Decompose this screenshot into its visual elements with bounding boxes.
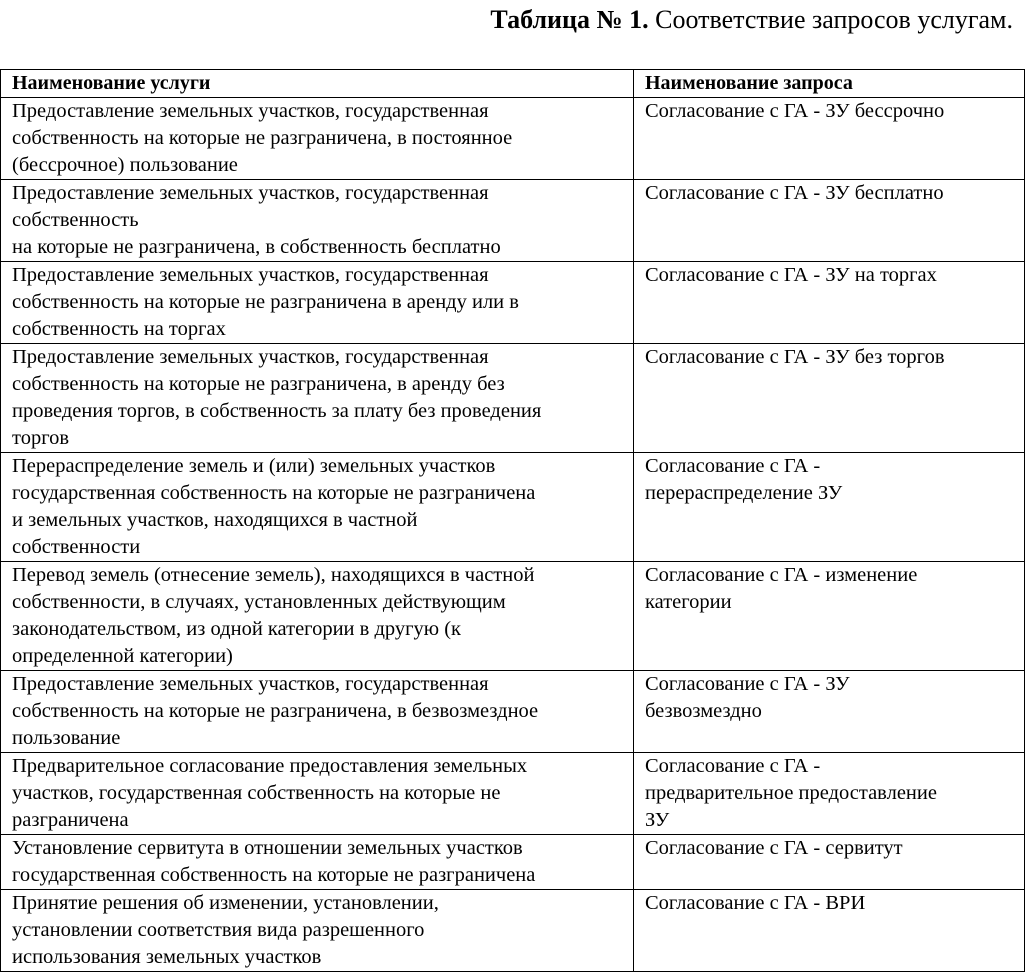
request-name-cell (634, 262, 1025, 344)
service-name-line: законодательством, из одной категории в другую (к (12, 618, 461, 640)
service-name-line: собственности, в случаях, установленных действующим (12, 591, 506, 613)
table-row (1, 262, 1025, 344)
service-name-cell (1, 753, 634, 835)
table-row (1, 671, 1025, 753)
service-name-line: на которые не разграничена, в собственность бесплатно (12, 236, 501, 258)
table-row (1, 453, 1025, 562)
service-name-line: пользование (12, 727, 121, 749)
request-name-line: перераспределение ЗУ (645, 482, 843, 504)
service-name-line: Перевод земель (отнесение земель), находящихся в частной (12, 564, 535, 586)
service-name-line: Принятие решения об изменении, установлении, (12, 892, 439, 914)
column-header-service: Наименование услуги (1, 70, 634, 98)
table-header-row (1, 70, 1025, 98)
table-caption (490, 4, 1013, 36)
service-name-line: использования земельных участков (12, 946, 322, 968)
column-header-request: Наименование запроса (634, 70, 1025, 98)
service-name-line: Предоставление земельных участков, государственная (12, 264, 489, 286)
table-row (1, 753, 1025, 835)
table-caption-number: Таблица № 1. (490, 5, 649, 34)
service-name-line: собственности (12, 536, 141, 558)
service-name-cell (1, 262, 634, 344)
service-name-line: проведения торгов, в собственность за плату без проведения (12, 400, 542, 422)
service-name-line: торгов (12, 427, 70, 449)
service-name-line: Перераспределение земель и (или) земельных участков (12, 455, 496, 477)
service-name-line: Предоставление земельных участков, государственная (12, 673, 489, 695)
service-name-cell (1, 344, 634, 453)
request-name-cell (634, 562, 1025, 671)
request-name-cell (634, 753, 1025, 835)
table-row (1, 890, 1025, 972)
service-name-cell (1, 180, 634, 262)
service-name-line: разграничена (12, 809, 129, 831)
request-name-cell (634, 453, 1025, 562)
request-name-cell (634, 671, 1025, 753)
request-name-line: Согласование с ГА - ЗУ бесплатно (645, 182, 944, 204)
service-name-line: Предварительное согласование предоставления земельных (12, 755, 528, 777)
service-name-cell (1, 835, 634, 890)
services-table (0, 69, 1025, 972)
service-name-line: собственность на торгах (12, 318, 226, 340)
request-name-cell (634, 180, 1025, 262)
request-name-line: безвозмездно (645, 700, 762, 722)
request-name-line: ЗУ (645, 809, 670, 831)
service-name-line: Установление сервитута в отношении земельных участков (12, 837, 523, 859)
request-name-line: категории (645, 591, 732, 613)
service-name-cell (1, 453, 634, 562)
table-row (1, 98, 1025, 180)
request-name-cell (634, 890, 1025, 972)
table-body (1, 98, 1025, 972)
request-name-cell (634, 835, 1025, 890)
service-name-line: и земельных участков, находящихся в частной (12, 509, 418, 531)
service-name-line: установлении соответствия вида разрешенного (12, 919, 425, 941)
request-name-line: Согласование с ГА - ВРИ (645, 892, 866, 914)
request-name-line: Согласование с ГА - ЗУ бессрочно (645, 100, 945, 122)
service-name-line: определенной категории) (12, 645, 233, 667)
service-name-cell (1, 98, 634, 180)
service-name-line: собственность на которые не разграничена в аренду или в (12, 291, 519, 313)
service-name-cell (1, 671, 634, 753)
table-row (1, 344, 1025, 453)
request-name-line: Согласование с ГА - ЗУ (645, 673, 850, 695)
request-name-line: Согласование с ГА - ЗУ без торгов (645, 346, 945, 368)
service-name-cell (1, 562, 634, 671)
table-row (1, 180, 1025, 262)
service-name-line: Предоставление земельных участков, государственная (12, 100, 489, 122)
service-name-line: (бессрочное) пользование (12, 154, 238, 176)
service-name-line: собственность (12, 209, 139, 231)
service-name-line: Предоставление земельных участков, государственная (12, 346, 489, 368)
service-name-line: Предоставление земельных участков, государственная (12, 182, 489, 204)
request-name-line: Согласование с ГА - изменение (645, 564, 918, 586)
service-name-line: государственная собственность на которые не разграничена (12, 482, 536, 504)
request-name-line: Согласование с ГА - ЗУ на торгах (645, 264, 937, 286)
request-name-line: Согласование с ГА - (645, 755, 821, 777)
table-caption-title: Соответствие запросов услугам. (655, 5, 1013, 34)
request-name-cell (634, 344, 1025, 453)
request-name-line: Согласование с ГА - сервитут (645, 837, 903, 859)
service-name-line: государственная собственность на которые не разграничена (12, 864, 536, 886)
service-name-line: собственность на которые не разграничена, в аренду без (12, 373, 505, 395)
request-name-line: предварительное предоставление (645, 782, 937, 804)
table-row (1, 562, 1025, 671)
service-name-line: собственность на которые не разграничена, в постоянное (12, 127, 513, 149)
service-name-line: собственность на которые не разграничена, в безвозмездное (12, 700, 539, 722)
table-row (1, 835, 1025, 890)
service-name-line: участков, государственная собственность на которые не (12, 782, 501, 804)
request-name-cell (634, 98, 1025, 180)
service-name-cell (1, 890, 634, 972)
request-name-line: Согласование с ГА - (645, 455, 821, 477)
